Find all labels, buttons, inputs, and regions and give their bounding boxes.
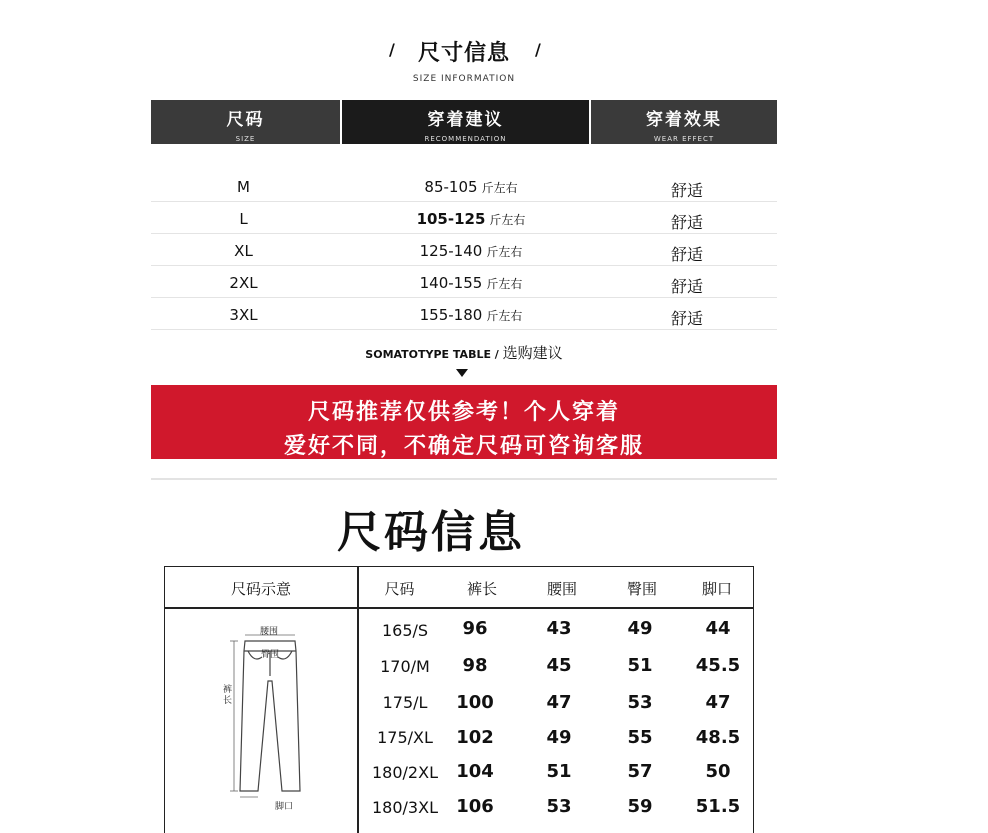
cell-hem: 47 [705,692,731,713]
size-row [151,266,777,298]
header-size-sub: SIZE [235,135,256,143]
cell-hip: 55 [627,727,653,748]
row-effect: 舒适 [670,213,703,232]
th-hem: 脚口 [701,580,732,598]
header-wear-effect-sub: WEAR EFFECT [653,135,715,143]
cell-size: 180/2XL [372,763,438,782]
table-header-rule [165,607,753,609]
size-row [151,202,777,234]
cell-length: 100 [456,692,494,713]
cell-waist: 49 [546,727,572,748]
cell-length: 104 [456,761,494,782]
header-size [151,100,340,144]
size-info-subtitle: SIZE INFORMATION [412,74,516,84]
size-row [151,298,777,330]
cell-hem: 45.5 [695,655,741,676]
th-waist: 腰围 [546,580,577,598]
row-unit: 斤左右 [486,309,523,323]
somatotype-caption [151,342,777,363]
row-recommendation [371,306,571,324]
row-size: 2XL [229,274,258,292]
header-recommendation [342,100,589,144]
row-unit: 斤左右 [489,213,526,227]
header-recommendation-label: 穿着建议 [427,110,504,130]
row-range: 140-155 [419,274,483,292]
row-range: 155-180 [419,306,483,324]
size-row [151,170,777,202]
measurement-title: 尺码信息 [337,507,525,558]
size-info-panel [151,0,777,462]
title-wrap [151,36,777,67]
size-row [151,234,777,266]
cell-length: 102 [456,727,494,748]
cell-waist: 53 [546,796,572,817]
row-effect: 舒适 [670,181,703,200]
row-effect: 舒适 [670,245,703,264]
row-size: 3XL [229,306,258,324]
cell-hem: 50 [705,761,731,782]
diagram-label-waist: 腰围 [260,627,279,637]
row-unit: 斤左右 [486,245,523,259]
diagram-label-hem: 脚口 [275,802,294,812]
cell-size: 175/L [382,693,428,712]
somatotype-zh: 选购建议 [502,344,563,362]
title-slash-right: / [535,40,541,59]
row-range: 125-140 [419,242,483,260]
cell-size: 180/3XL [372,798,438,817]
title-slash-left: / [389,40,395,59]
measurement-panel [151,480,777,832]
row-unit: 斤左右 [481,181,518,195]
row-effect: 舒适 [670,277,703,296]
cell-waist: 47 [546,692,572,713]
cell-size: 175/XL [377,728,433,747]
size-info-title: 尺寸信息 [417,41,510,66]
row-range: 105-125 [416,210,486,228]
cell-hip: 59 [627,796,653,817]
diagram-label-length: 裤长 [223,685,233,706]
cell-hip: 57 [627,761,653,782]
cell-waist: 43 [546,618,572,639]
th-length: 裤长 [466,580,497,598]
row-recommendation [371,274,571,292]
cell-hem: 44 [705,618,731,639]
row-recommendation [371,178,571,196]
row-size: XL [234,242,253,260]
header-recommendation-sub: RECOMMENDATION [424,135,507,143]
header-wear-effect-label: 穿着效果 [646,110,722,130]
cell-length: 96 [462,618,488,639]
cell-hip: 49 [627,618,653,639]
cell-hem: 48.5 [695,727,741,748]
down-triangle-icon [456,369,468,377]
th-diagram: 尺码示意 [230,580,291,598]
row-range: 85-105 [424,178,478,196]
th-hip: 臀围 [626,580,657,598]
measurement-table [164,566,754,833]
header-wear-effect [591,100,777,144]
header-size-label: 尺码 [226,110,265,130]
row-size: L [239,210,248,228]
diagram-label-hip: 臀围 [261,650,280,660]
row-effect: 舒适 [670,309,703,328]
cell-hip: 51 [627,655,653,676]
cell-hem: 51.5 [695,796,741,817]
cell-size: 165/S [381,621,429,640]
cell-size: 170/M [380,657,430,676]
cell-waist: 51 [546,761,572,782]
notice-banner [151,385,777,459]
th-size: 尺码 [384,580,415,598]
notice-line-1: 尺码推荐仅供参考！个人穿着 [307,400,620,425]
cell-length: 98 [462,655,488,676]
cell-hip: 53 [627,692,653,713]
cell-length: 106 [456,796,494,817]
row-unit: 斤左右 [486,277,523,291]
notice-line-2: 爱好不同，不确定尺码可咨询客服 [283,434,644,459]
row-recommendation [371,210,571,228]
row-size: M [237,178,250,196]
table-column-rule [357,567,359,833]
row-recommendation [371,242,571,260]
somatotype-en: SOMATOTYPE TABLE / [365,348,499,361]
cell-waist: 45 [546,655,572,676]
